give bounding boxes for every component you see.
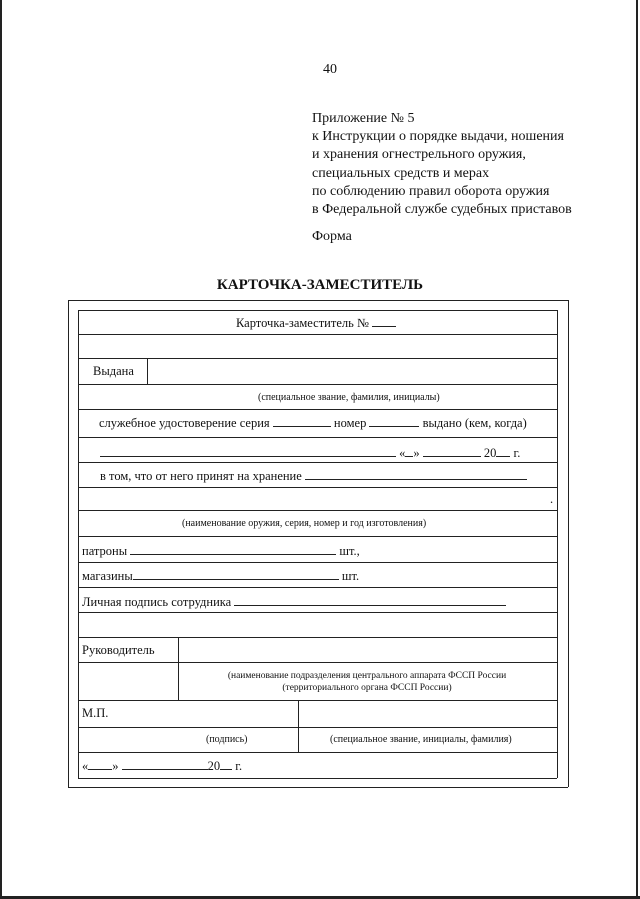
cartridges-blank[interactable] xyxy=(130,542,336,555)
cell-divider xyxy=(178,637,179,700)
row-line xyxy=(78,662,557,663)
bottom-year-prefix: 20 xyxy=(207,759,221,773)
department-caption-line: (территориального органа ФССП России) xyxy=(282,683,452,693)
row-line xyxy=(78,409,557,410)
bottom-year-suffix: г. xyxy=(235,759,243,773)
bottom-close-quote: » xyxy=(112,759,119,773)
document-title: КАРТОЧКА-ЗАМЕСТИТЕЛЬ xyxy=(216,277,424,293)
issued-by-label: выдано (кем, когда) xyxy=(422,416,527,430)
row-line xyxy=(78,752,557,753)
date-close-quote: » xyxy=(413,446,420,460)
storage-row xyxy=(100,467,527,484)
row-line xyxy=(78,334,557,335)
row-line xyxy=(78,612,557,613)
cartridges-row xyxy=(82,542,360,559)
rank-caption: (специальное звание, фамилия, инициалы) xyxy=(258,392,440,403)
row-end-dot: . xyxy=(550,492,554,506)
row-line xyxy=(78,510,557,511)
stamp-label: М.П. xyxy=(82,706,109,720)
appendix-line: к Инструкции о порядке выдачи, ношения xyxy=(312,129,564,145)
bottom-open-quote: « xyxy=(82,759,89,773)
storage-label: в том, что от него принят на хранение xyxy=(100,469,302,483)
appendix-line: и хранения огнестрельного оружия, xyxy=(312,147,526,163)
row-line xyxy=(78,727,557,728)
outer-border-bottom xyxy=(68,787,568,788)
cartridges-label: патроны xyxy=(82,544,128,558)
bottom-month-blank[interactable] xyxy=(122,757,208,770)
magazines-label: магазины xyxy=(82,569,133,583)
card-number-field xyxy=(236,314,396,331)
year-blank[interactable] xyxy=(496,444,510,457)
outer-border-top xyxy=(68,300,568,301)
bottom-year-blank[interactable] xyxy=(220,757,232,770)
sign-caption: (подпись) xyxy=(206,734,248,745)
weapon-caption: (наименование оружия, серия, номер и год изготовления) xyxy=(182,518,427,529)
magazines-blank[interactable] xyxy=(133,567,339,580)
signature-blank[interactable] xyxy=(234,593,506,606)
signature-row xyxy=(82,593,506,610)
issue-date-row xyxy=(100,444,520,461)
row-line xyxy=(78,487,557,488)
row-line xyxy=(78,310,557,311)
row-line xyxy=(78,384,557,385)
row-line xyxy=(78,358,557,359)
year-prefix: 20 xyxy=(483,446,497,460)
head-label: Руководитель xyxy=(82,643,155,657)
row-line xyxy=(78,700,557,701)
row-line xyxy=(78,536,557,537)
outer-border-left xyxy=(68,300,69,787)
issued-by-blank[interactable] xyxy=(100,444,396,457)
month-blank[interactable] xyxy=(423,444,481,457)
signature-label: Личная подпись сотрудника xyxy=(82,595,232,609)
bottom-day-blank[interactable] xyxy=(88,757,112,770)
inner-border-left xyxy=(78,310,79,778)
page-number: 40 xyxy=(323,62,337,77)
card-number-label: Карточка-заместитель № xyxy=(236,316,369,330)
outer-border-right xyxy=(568,300,569,787)
appendix-line: по соблюдению правил оборота оружия xyxy=(312,183,550,199)
row-line xyxy=(78,587,557,588)
department-caption-line: (наименование подразделения центрального аппарата ФССП России xyxy=(227,671,507,681)
bottom-date-row xyxy=(82,757,242,774)
id-series-blank[interactable] xyxy=(273,414,331,427)
id-number-label: номер xyxy=(333,416,367,430)
appendix-line: Приложение № 5 xyxy=(312,111,415,126)
id-series-label: служебное удостоверение серия xyxy=(99,416,270,430)
issued-label: Выдана xyxy=(93,364,134,378)
row-line xyxy=(78,778,557,779)
scan-edge-right xyxy=(636,0,638,899)
appendix-line: специальных средств и мерах xyxy=(312,165,490,181)
inner-border-right xyxy=(557,310,558,778)
id-row xyxy=(99,414,527,431)
row-line xyxy=(78,637,557,638)
id-number-blank[interactable] xyxy=(369,414,419,427)
storage-blank[interactable] xyxy=(305,467,527,480)
card-number-blank[interactable] xyxy=(372,314,396,327)
rank-initials-caption: (специальное звание, инициалы, фамилия) xyxy=(330,734,512,745)
date-open-quote: « xyxy=(399,446,406,460)
cell-divider xyxy=(147,358,148,384)
row-line xyxy=(78,437,557,438)
cartridges-pcs: шт., xyxy=(339,544,360,558)
magazines-pcs: шт. xyxy=(341,569,360,583)
row-line xyxy=(78,562,557,563)
form-label: Форма xyxy=(312,229,352,244)
appendix-line: в Федеральной службе судебных приставов xyxy=(312,202,572,218)
cell-divider xyxy=(298,700,299,752)
appendix-header xyxy=(312,110,572,219)
row-line xyxy=(78,462,557,463)
magazines-row xyxy=(82,567,359,584)
scan-edge-left xyxy=(0,0,2,899)
department-caption xyxy=(184,670,550,694)
year-suffix: г. xyxy=(513,446,521,460)
